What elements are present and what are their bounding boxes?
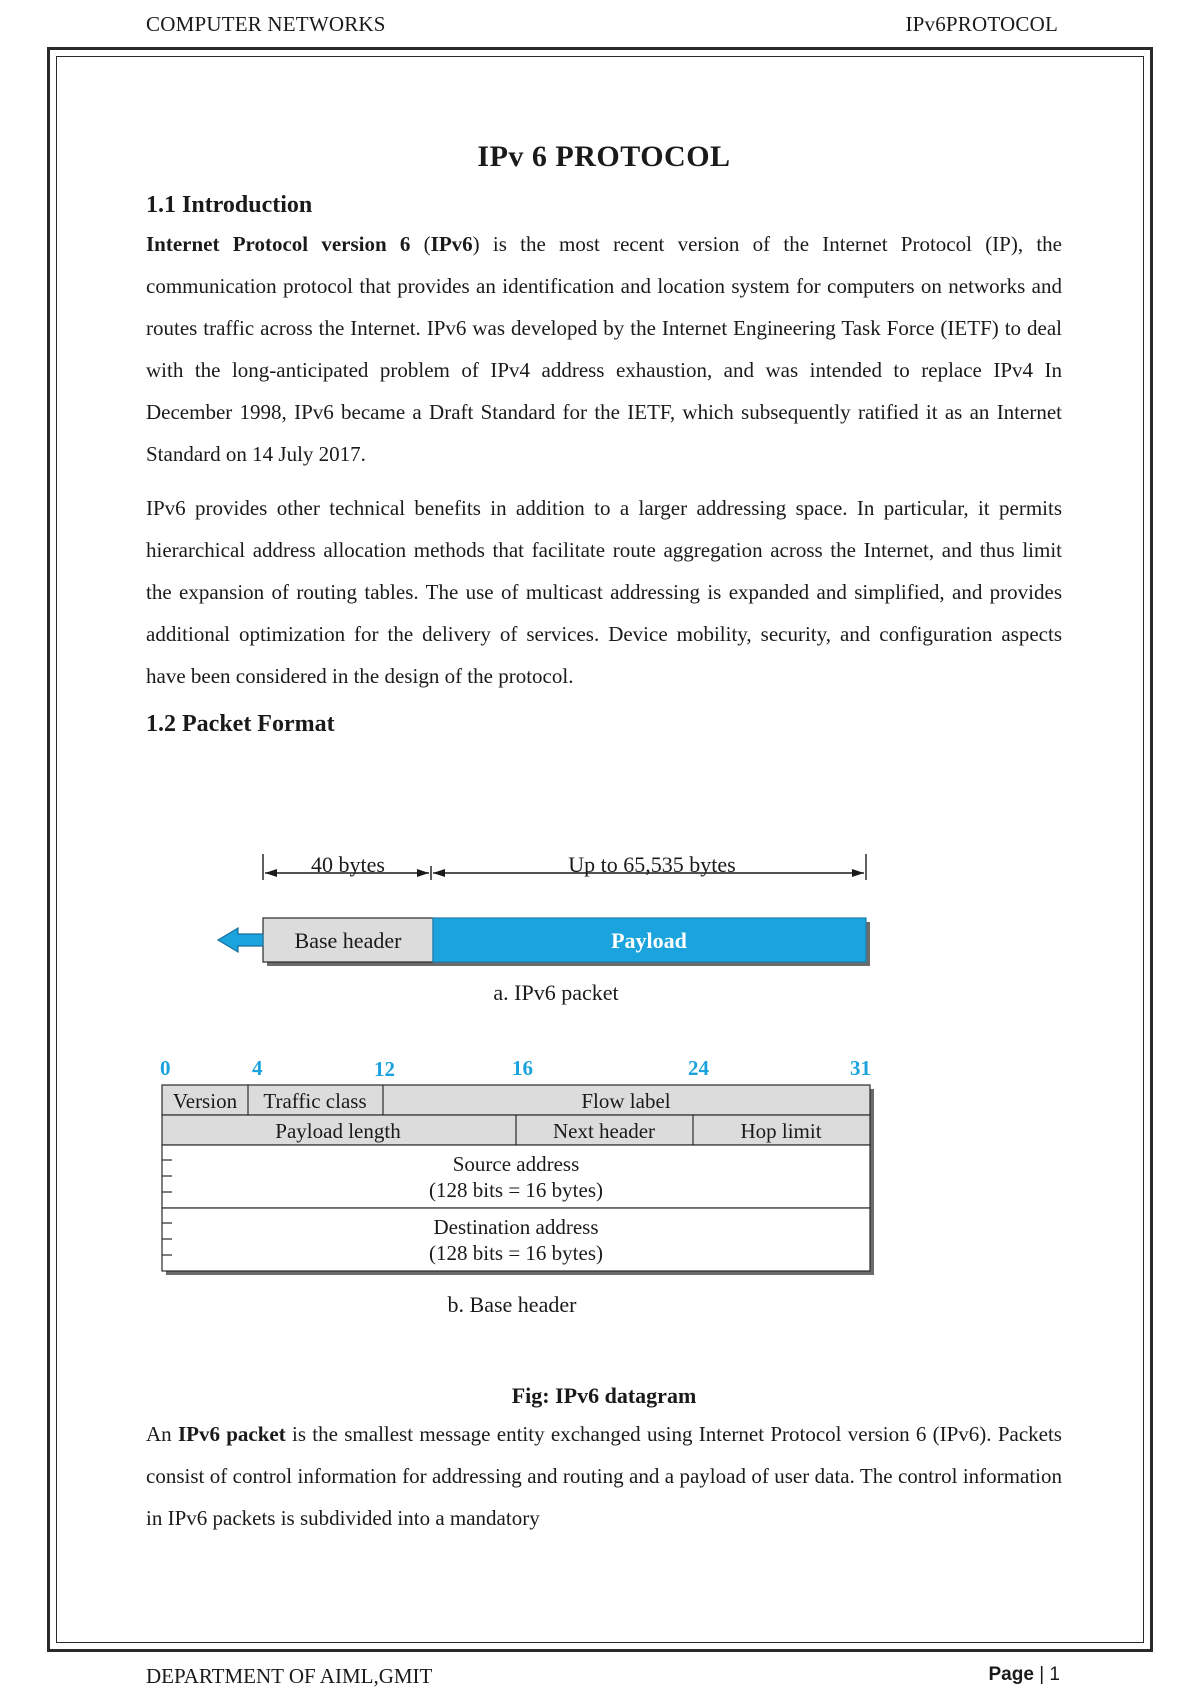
term-ipv6-full: Internet Protocol version 6 — [146, 232, 411, 256]
field-source-size: (128 bits = 16 bytes) — [429, 1178, 603, 1202]
page-number: 1 — [1049, 1664, 1060, 1685]
packet-paragraph — [146, 1413, 1062, 1539]
intro-paragraph-1 — [146, 223, 1062, 475]
term-ipv6: IPv6 — [430, 232, 473, 256]
intro-paragraph-1-text: ) is the most recent version of the Internet Protocol (IP), the communication protocol that provides an identification and location system for computers on networks and routes traffic across the Internet. IPv6 was developed by the Internet Engineering Task Force (IETF) to deal with the long-anticipated problem of IPv4 address exhaustion, and was intended to replace IPv4 In December 1998, IPv6 became a Draft Standard for the IETF, which subsequently ratified it as an Internet Standard on 14 July 2017. — [146, 232, 1062, 466]
footer-page-number — [989, 1664, 1061, 1686]
bit-label: 4 — [252, 1056, 263, 1080]
field-traffic-class: Traffic class — [263, 1089, 367, 1113]
running-header-left: COMPUTER NETWORKS — [146, 12, 386, 36]
page-content-continued — [146, 1413, 1062, 1539]
packet-paragraph-lead: An — [146, 1422, 178, 1446]
figure-caption: Fig: IPv6 datagram — [511, 1383, 697, 1408]
running-header-right: IPv6PROTOCOL — [905, 12, 1058, 36]
term-ipv6-packet: IPv6 packet — [177, 1422, 286, 1446]
field-version: Version — [172, 1089, 238, 1113]
packet-caption: a. IPv6 packet — [493, 980, 619, 1005]
bit-label: 24 — [688, 1056, 709, 1080]
bit-label: 0 — [160, 1056, 171, 1080]
field-hop-limit: Hop limit — [740, 1119, 822, 1143]
field-payload-length: Payload length — [275, 1119, 401, 1143]
field-next-header: Next header — [552, 1119, 656, 1143]
bit-label: 16 — [512, 1056, 533, 1080]
base-header-caption: b. Base header — [447, 1292, 577, 1317]
field-source-address: Source address — [452, 1152, 580, 1176]
field-flow-label: Flow label — [581, 1089, 671, 1113]
ipv6-datagram-figure — [146, 850, 1062, 1350]
page-title: IPv 6 PROTOCOL — [477, 140, 731, 173]
page-label: Page — [988, 1664, 1034, 1685]
section-heading-introduction: 1.1 Introduction — [146, 192, 313, 218]
payload-size-label: Up to 65,535 bytes — [568, 852, 736, 877]
base-header-label: Base header — [294, 928, 402, 953]
bit-position-labels — [160, 1056, 871, 1081]
bit-label: 12 — [374, 1057, 395, 1081]
bit-label: 31 — [850, 1056, 871, 1080]
intro-paragraph-2: IPv6 provides other technical benefits in addition to a larger addressing space. In particular, it permits hierarchical address allocation methods that facilitate route aggregation across the Internet, and thus limit the expansion of routing tables. The use of multicast addressing is expanded and simplified, and provides additional optimization for the delivery of services. Device mobility, security, and configuration aspects have been considered in the design of the protocol. — [146, 496, 1062, 688]
paren-open: ( — [410, 232, 431, 256]
footer-department: DEPARTMENT OF AIML,GMIT — [146, 1664, 433, 1688]
packet-paragraph-text: is the smallest message entity exchanged using Internet Protocol version 6 (IPv6). Packets consist of control information for addressing and routing and a payload of user data. The control information in IPv6 packets is subdivided into a mandatory — [146, 1422, 1062, 1530]
field-destination-address: Destination address — [433, 1215, 599, 1239]
direction-arrow-icon — [218, 928, 263, 952]
header-size-label: 40 bytes — [311, 852, 385, 877]
payload-label: Payload — [611, 928, 687, 953]
field-destination-size: (128 bits = 16 bytes) — [429, 1241, 603, 1265]
section-heading-packet-format: 1.2 Packet Format — [146, 711, 335, 737]
page-separator: | — [1039, 1664, 1045, 1685]
page-content — [146, 140, 1062, 738]
